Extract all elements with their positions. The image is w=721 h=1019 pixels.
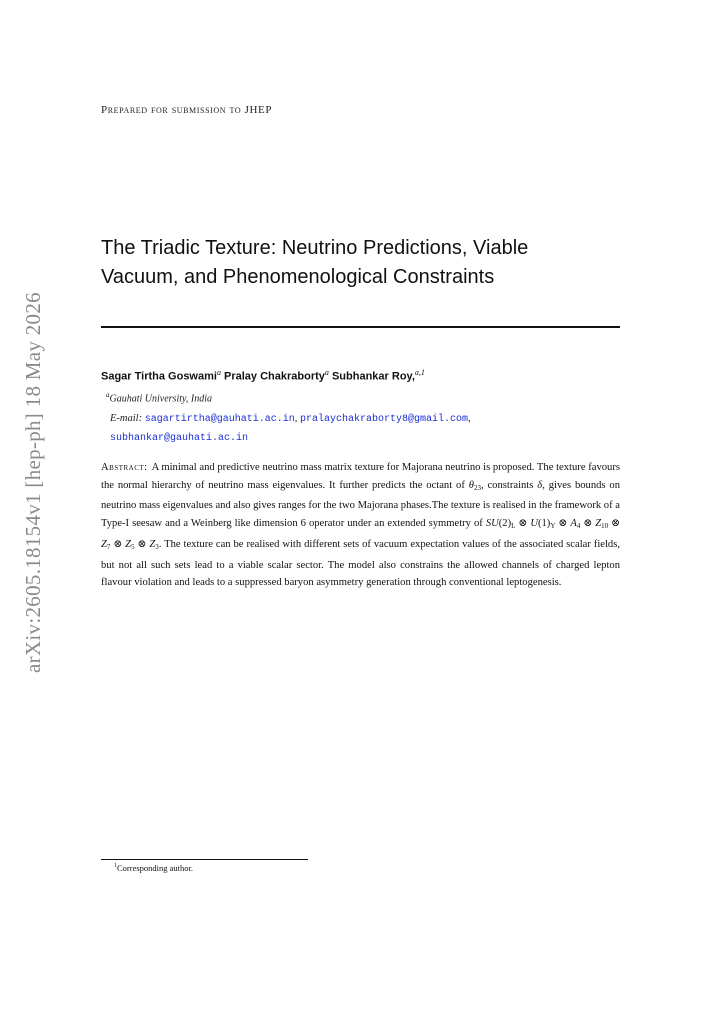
math-delta: δ xyxy=(537,479,543,491)
footnote-mark: 1 xyxy=(114,863,117,870)
abstract-text: , gives bounds on neutrino mass eigenvalues and also gives ranges for the two Majorana phases.The texture is realised in the framework of a Type-I seesaw and a Weinberg like dimension 6 operator under an extended symmetry of xyxy=(101,479,621,530)
math-subscript: 10 xyxy=(601,522,609,531)
title-divider xyxy=(101,326,620,328)
abstract-text: . The texture can be realised with different sets of vacuum expectation values of the associated scalar fields, but not all such sets lead to a viable scalar sector. The model also constrains the allowed channels of charged lepton flavour violation and leads to a suppressed baryon asymmetry generation through conventional leptogenesis. xyxy=(101,538,620,589)
footnote xyxy=(114,863,193,873)
affiliation-text: Gauhati University, India xyxy=(109,393,212,405)
math-operator: ⊗ xyxy=(583,518,593,530)
abstract-text: A minimal and predictive neutrino mass matrix texture for Majorana neutrino is proposed. The texture favours the normal hierarchy of neutrino mass eigenvalues. It further predicts the octant of xyxy=(101,462,620,491)
author-mark: a,1 xyxy=(414,368,425,377)
math-subscript: 7 xyxy=(106,542,111,551)
email-label: E-mail: xyxy=(110,413,143,424)
author-name: Sagar Tirtha Goswami xyxy=(101,370,217,383)
author-name: Subhankar Roy, xyxy=(331,370,415,383)
math-subscript: L xyxy=(511,522,516,531)
author-mark: a xyxy=(324,368,329,377)
math-subscript: 4 xyxy=(576,522,581,531)
email-link[interactable]: subhankar@gauhati.ac.in xyxy=(110,433,249,444)
math-symbol: (1) xyxy=(537,518,551,530)
math-operator: ⊗ xyxy=(611,518,621,530)
math-subscript: Y xyxy=(550,522,556,531)
math-subscript: 23 xyxy=(473,483,481,492)
affiliation xyxy=(106,391,212,404)
footnote-divider xyxy=(101,859,308,860)
arxiv-stamp xyxy=(20,290,46,674)
email-link[interactable]: pralaychakraborty8@gmail.com xyxy=(299,414,469,425)
math-operator: ⊗ xyxy=(113,538,123,550)
math-operator: ⊗ xyxy=(558,518,568,530)
math-symbol: SU xyxy=(485,518,499,530)
math-symbol: Z xyxy=(149,538,156,550)
abstract-text: , constraints xyxy=(480,479,538,491)
abstract-label: Abstract: xyxy=(101,462,148,473)
math-symbol: Z xyxy=(101,538,107,550)
math-symbol: U xyxy=(530,518,538,530)
math-symbol: A xyxy=(570,518,577,530)
arxiv-stamp-text: arXiv:2605.18154v1 [hep-ph] 18 May 2026 xyxy=(20,291,45,673)
math-theta: θ xyxy=(468,479,474,491)
math-symbol: Z xyxy=(595,518,602,530)
math-operator: ⊗ xyxy=(137,538,147,550)
author-name: Pralay Chakraborty xyxy=(224,370,325,383)
title-line-1: The Triadic Texture: Neutrino Predictions, Viable xyxy=(101,237,529,259)
author-mark: a xyxy=(216,368,221,377)
footnote-text: Corresponding author. xyxy=(117,863,194,873)
submission-note: Prepared for submission to JHEP xyxy=(101,104,273,116)
abstract xyxy=(101,459,620,592)
email-link[interactable]: sagartirtha@gauhati.ac.in xyxy=(144,414,295,425)
email-block: E-mail: sagartirtha@gauhati.ac.in, pralaychakraborty8@gmail.com, subhankar@gauhati.ac.in xyxy=(110,413,471,444)
math-symbol: Z xyxy=(125,538,132,550)
affiliation-mark: a xyxy=(106,391,110,399)
title-line-2: Vacuum, and Phenomenological Constraints xyxy=(101,266,495,288)
math-symbol: (2) xyxy=(498,518,512,530)
math-operator: ⊗ xyxy=(518,518,528,530)
math-subscript: 5 xyxy=(131,542,135,551)
paper-title xyxy=(101,234,631,292)
author-list xyxy=(101,368,425,383)
math-subscript: 3 xyxy=(155,542,159,551)
